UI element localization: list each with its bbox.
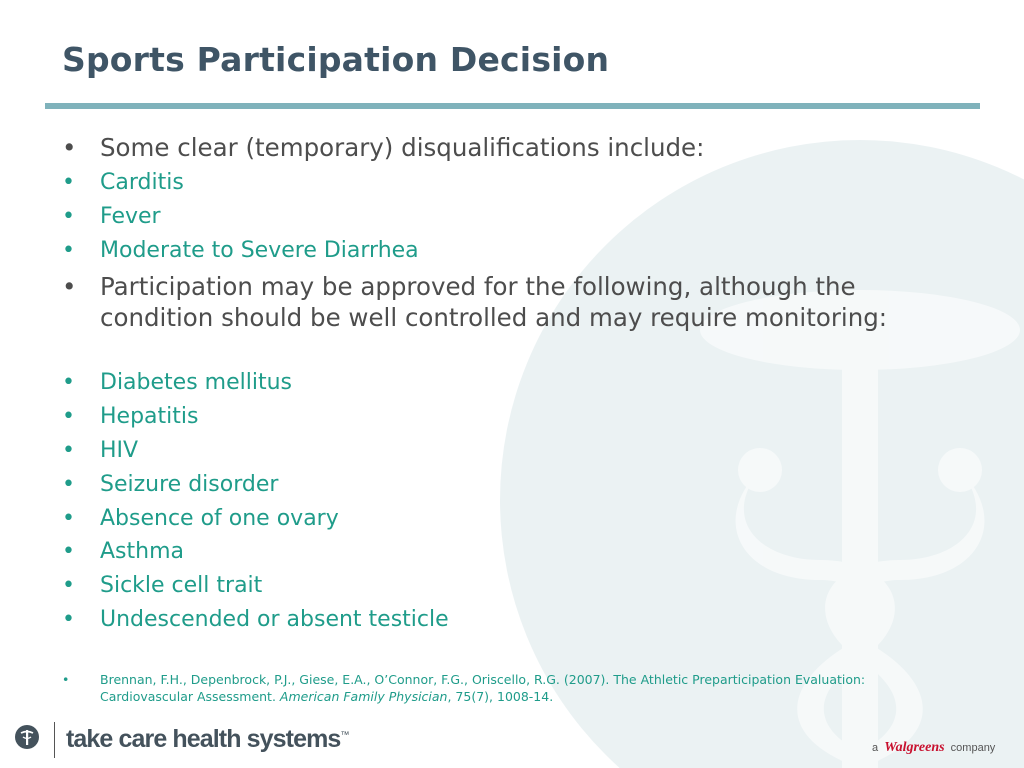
list-item: [62, 505, 339, 533]
bullet-icon: •: [62, 573, 75, 598]
list-item-text: Hepatitis: [100, 404, 199, 429]
bullet-icon: •: [62, 404, 75, 429]
bullet-icon: •: [62, 272, 77, 301]
list-item-text: HIV: [100, 438, 139, 463]
reference-citation: [62, 671, 940, 705]
list-item: [62, 203, 161, 231]
bullet-icon: •: [62, 539, 75, 564]
bullet-icon: •: [62, 133, 77, 162]
walgreens-company-tagline: [872, 740, 995, 756]
list-item-text: Seizure disorder: [100, 472, 279, 497]
reference-authors: Brennan, F.H., Depenbrock, P.J., Giese, E.A., O’Connor, F.G., Oriscello, R.G. (2007). The Athletic Preparticipation Evaluation: Cardiovascular Assessment.: [100, 672, 866, 704]
list-item: [62, 403, 199, 431]
bullet-icon: •: [62, 204, 75, 229]
list-item: [62, 471, 279, 499]
list-item: [62, 237, 419, 265]
list-item-text: Participation may be approved for the following, although the condition should be well controlled and may require monitoring:: [100, 272, 888, 332]
list-item-text: Sickle cell trait: [100, 573, 263, 598]
company-prefix: a: [872, 742, 879, 754]
list-item: [62, 437, 139, 465]
list-item-text: Moderate to Severe Diarrhea: [100, 238, 419, 263]
caduceus-logo-icon: [14, 724, 40, 750]
bullet-icon: •: [62, 438, 75, 463]
list-item-text: Absence of one ovary: [100, 506, 339, 531]
list-item-text: Diabetes mellitus: [100, 370, 292, 395]
logo-text-take-care: take care: [66, 725, 167, 753]
list-item: [62, 271, 950, 333]
company-suffix: company: [950, 742, 996, 754]
bullet-icon: •: [62, 672, 70, 687]
slide-title: Sports Participation Decision: [62, 40, 610, 79]
take-care-health-systems-logo: [14, 722, 349, 758]
logo-divider: [54, 722, 55, 758]
bullet-icon: •: [62, 170, 75, 195]
bullet-icon: •: [62, 370, 75, 395]
bullet-icon: •: [62, 472, 75, 497]
list-item-text: Asthma: [100, 539, 184, 564]
list-item: [62, 132, 950, 163]
list-item-text: Fever: [100, 204, 161, 229]
trademark-symbol: ™: [340, 729, 349, 740]
logo-text: [66, 725, 349, 754]
bullet-icon: •: [62, 607, 75, 632]
list-item: [62, 606, 449, 634]
walgreens-logo: Walgreens: [884, 740, 945, 755]
logo-text-health-systems: health systems: [166, 725, 341, 753]
list-item: [62, 538, 184, 566]
list-item-text: Undescended or absent testicle: [100, 607, 449, 632]
bullet-icon: •: [62, 238, 75, 263]
list-item-text: Carditis: [100, 170, 184, 195]
reference-journal: American Family Physician: [279, 689, 448, 704]
list-item-text: Some clear (temporary) disqualifications include:: [100, 133, 705, 162]
list-item: [62, 369, 292, 397]
list-item: [62, 572, 263, 600]
reference-details: , 75(7), 1008-14.: [447, 689, 554, 704]
list-item: [62, 169, 184, 197]
bullet-icon: •: [62, 506, 75, 531]
